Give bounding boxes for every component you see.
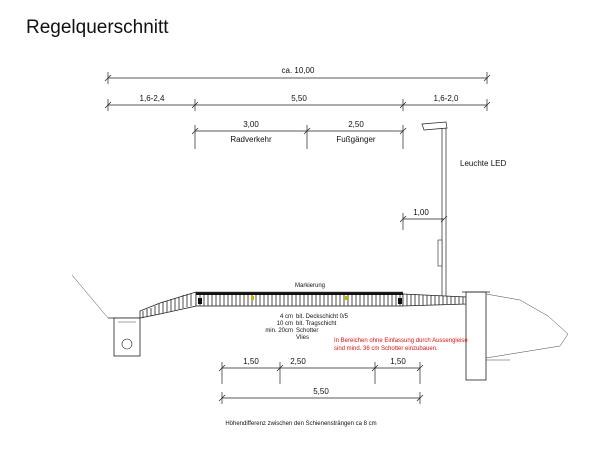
layer-name-1: bit. Deckschicht 0/5 [296,314,349,320]
dim-right-label: 1,6-2,0 [433,94,459,103]
dim-fussgaenger-width: 2,50 [348,120,364,129]
layer-thickness-3: min. 20cm [265,328,293,334]
dim-bottom-total-label: 5,50 [313,387,329,396]
dim-bottom-left: 1,50 [243,357,259,366]
red-note-line-1: In Bereichen ohne Einfassung durch Aussengleise [334,338,468,344]
dim-radverkehr-width: 3,00 [243,120,259,129]
dim-total [105,66,490,84]
label-markierung: Markierung [294,283,326,289]
dim-bottom-total [219,387,423,404]
label-fussgaenger: Fußgänger [336,135,376,144]
layer-name-4: Vlies [296,335,310,341]
right-shoulder-layer [403,294,466,306]
red-note [334,338,468,352]
dim-row-3 [192,120,406,149]
dim-middle-label: 5,50 [291,94,307,103]
left-slope-layer [140,292,196,318]
footnote: Höhendifferenz zwischen den Schienensträngen ca 8 cm [225,421,377,427]
dim-bottom-right: 1,50 [390,357,406,366]
dim-left-label: 1,6-2,4 [139,94,165,103]
layer-thickness-2: 10 cm [276,321,293,327]
layer-name-2: bit. Tragschicht [296,321,337,327]
dim-bottom-row [219,357,423,384]
layer-name-3: Schotter [296,328,319,334]
retaining-wall [462,292,568,380]
dim-total-label: ca. 10,00 [281,66,315,75]
label-leuchte: Leuchte LED [460,159,507,168]
lamp-post [422,122,506,298]
dim-lamp-offset-label: 1,00 [413,208,429,217]
layer-thickness-1: 4 cm [279,314,293,320]
red-note-line-2: sind mind. 36 cm Schotter einzubauen. [334,346,438,352]
drain-chamber [114,318,140,356]
dim-lamp-offset [400,208,447,230]
label-radverkehr: Radverkehr [230,135,272,144]
dim-bottom-mid: 2,50 [290,357,306,366]
pavement-layer [196,292,403,306]
layer-list [265,314,348,341]
dim-row-2 [105,94,490,111]
page-title: Regelquerschnitt [26,17,169,38]
